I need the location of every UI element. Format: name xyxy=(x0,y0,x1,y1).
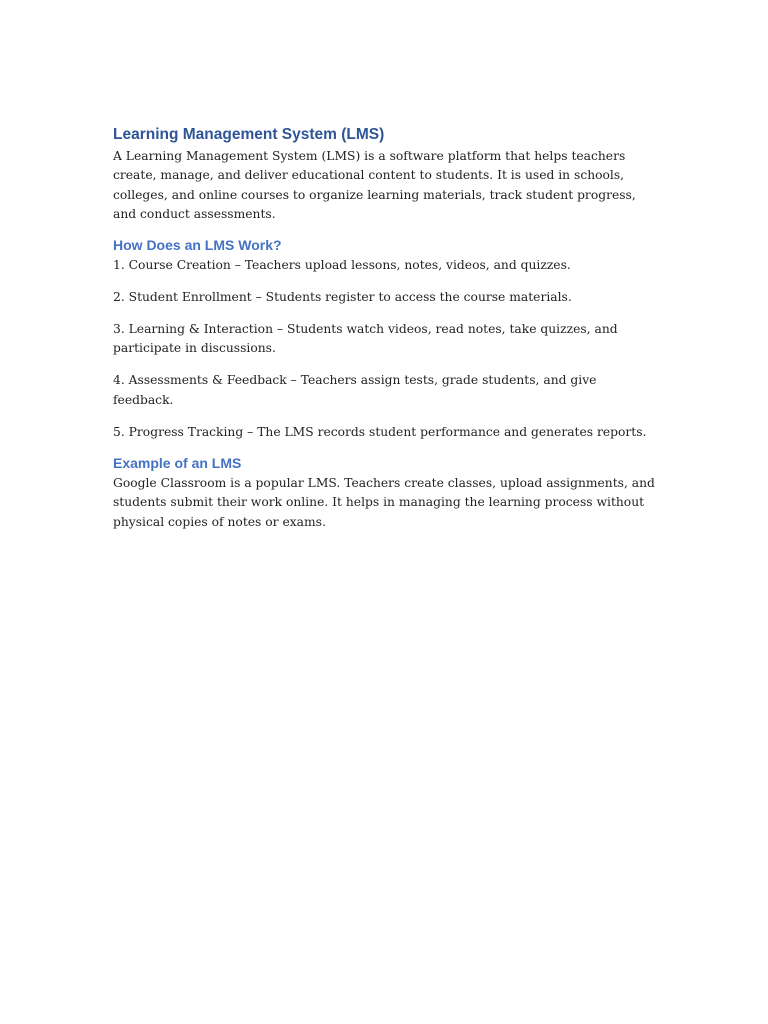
list-item: 1. Course Creation – Teachers upload lessons, notes, videos, and quizzes. xyxy=(113,258,571,273)
section-heading-how: How Does an LMS Work? xyxy=(113,237,282,254)
list-item: 5. Progress Tracking – The LMS records student performance and generates reports. xyxy=(113,424,647,439)
document-title: Learning Management System (LMS) xyxy=(113,126,385,143)
list-item: 3. Learning & Interaction – Students watch videos, read notes, take quizzes, and participate in discussions. xyxy=(113,322,618,356)
list-item: 2. Student Enrollment – Students register to access the course materials. xyxy=(113,290,572,305)
document-page xyxy=(113,124,658,532)
example-paragraph: Google Classroom is a popular LMS. Teachers create classes, upload assignments, and students submit their work online. It helps in managing the learning process without physical copies of notes or exams. xyxy=(113,476,655,529)
intro-paragraph: A Learning Management System (LMS) is a software platform that helps teachers create, manage, and deliver educational content to students. It is used in schools, colleges, and online courses to organize learning materials, track student progress, and conduct assessments. xyxy=(113,149,636,221)
list-item: 4. Assessments & Feedback – Teachers assign tests, grade students, and give feedback. xyxy=(113,373,597,407)
section-heading-example: Example of an LMS xyxy=(113,455,242,472)
